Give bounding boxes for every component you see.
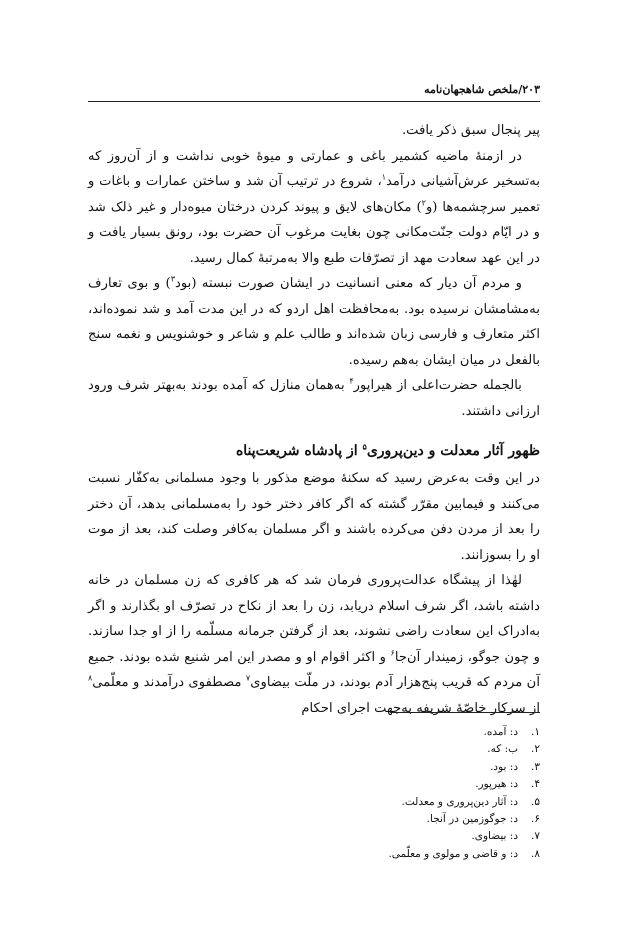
p3-text-a: و مردم آن دیار که معنی انسانیت در ایشان صورت نبسته (بود: [175, 276, 522, 291]
footnote-ref-4: ۴: [349, 376, 354, 386]
p2-text-b: ، شروع در ترتیب آن شد و ساختن عمارات و باغات و تعمیر سرچشمه‌ها (و: [88, 174, 540, 215]
paragraph-3: [88, 271, 540, 373]
footnote-text: د: و قاضی و مولوی و معلّمی.: [388, 847, 518, 860]
header-rule: [88, 101, 540, 102]
p1-text: پیر پنجال سبق ذکر یافت.: [401, 123, 540, 138]
footnote-text: د: آمده.: [483, 726, 518, 738]
paragraph-2: [88, 144, 540, 272]
footnote-number: ۲.: [531, 743, 540, 756]
footnote-item: [88, 794, 540, 811]
running-head: ۲۰۳/ملخص شاهجهان‌نامه: [424, 83, 540, 96]
footnote-ref-8: ۸: [88, 673, 93, 683]
footnote-number: ۱.: [531, 726, 540, 738]
footnote-text: د: بود.: [490, 760, 518, 773]
footnote-ref-7: ۷: [245, 673, 251, 683]
footnote-text: د: بیضاوی.: [471, 830, 518, 843]
footnote-ref-2: ۲: [421, 198, 426, 208]
footnote-number: ۷.: [531, 830, 540, 843]
footnote-text: د: جوگوزمین در آنجا.: [426, 813, 518, 826]
footnote-ref-3: ۳: [170, 274, 175, 284]
footnote-ref-5: ۵: [362, 441, 367, 452]
footnote-ref-6: ۶: [390, 648, 395, 658]
paragraph-4: [88, 373, 540, 424]
footnote-item: [88, 759, 540, 776]
p6-text-a: لهٰذا از پیشگاه عدالت‌پروری فرمان شد که هر کافری که زن مسلمان در خانه داشته باشد، اگر شرف اسلام دریابد، زن را بعد از نکاح در تصرّف او بگذارند و اگر به‌ادراک این سعادت راضی نشوند، بعد از گرفتن جرمانه مسلّمه را از او جدا سازند. و چون جوگو، زمیندار آن‌جا: [88, 573, 540, 665]
section-heading: [88, 438, 540, 464]
footnote-rule: [390, 712, 540, 713]
p5-text: در این وقت به‌عرض رسید که سکنهٔ موضع مذکور با وجود مسلمانی به‌کفّار نسبت می‌کنند و فیمابین مقرّر گشته که اگر کافر دختر خود را به‌مسلمانی بدهد، آن دختر را بعد از مردن دفن می‌کرده باشند و اگر مسلمان به‌کافر وصلت کند، بعد از موت او را بسوزانند.: [88, 471, 540, 563]
footnote-text: د: آثار دین‌پروری و معدلت.: [401, 795, 518, 808]
footnote-number: ۶.: [531, 813, 540, 826]
p2-text-c: ) مکان‌های لایق و پیوند کردن درختان میوه‌دار و غیر ذلک شد و در ایّام دولت جنّت‌مکانی چون بغایت مرغوب آن حضرت بود، رونق بسیار یافت و در این عهد سعادت مهد از تصرّفات طبع والا به‌مرتبهٔ کمال رسید.: [88, 199, 540, 266]
footnote-item: [88, 741, 540, 758]
footnote-item: [88, 846, 540, 863]
footnote-text: ب: که.: [487, 743, 518, 756]
footnotes: [88, 724, 540, 863]
p6-text-b: و اکثر اقوام او و مصدر این امر شنیع شده بودند. جمیع آن مردم که قریب پنج‌هزار آدم بودند، در ملّت بیضاوی: [88, 649, 541, 690]
main-text: [88, 118, 540, 721]
p2-text-a: در ازمنهٔ ماضیه کشمیر باغی و عمارتی و میوهٔ خوبی نداشت و از آن‌روز که به‌تسخیر عرش‌آشیانی درآمد: [88, 148, 540, 189]
footnote-number: ۴.: [531, 778, 540, 791]
heading-text-b: از پادشاه شریعت‌پناه: [235, 443, 363, 459]
paragraph-6: [88, 568, 540, 721]
footnote-number: ۳.: [531, 760, 540, 773]
footnote-item: [88, 776, 540, 793]
paragraph-5: [88, 466, 540, 568]
heading-text-a: ظهور آثار معدلت و دین‌پروری: [366, 443, 540, 459]
footnote-text: د: هیرپور.: [475, 778, 518, 791]
p6-text-c: مصطفوی درآمدند و معلّمی: [92, 675, 246, 690]
paragraph-1: [88, 118, 540, 144]
footnote-number: ۸.: [531, 847, 540, 860]
footnote-ref-1: ۱: [381, 172, 386, 182]
p6-text-d: از سرکار خاصّهٔ شریفه به‌جهت اجرای احکام: [301, 700, 540, 716]
footnote-number: ۵.: [531, 795, 540, 808]
footnote-item: [88, 828, 540, 845]
p4-text-a: بالجمله حضرت‌اعلی از هیراپور: [353, 378, 522, 393]
p3-text-b: ) و بوی تعارف به‌مشامشان نرسیده بود. به‌محافظت اهل اردو که در این مدت آمد و شد نموده‌اند، اکثر متعارف و فارسی زبان شده‌اند و طالب علم و شاعر و خوشنویس و نغمه سنج بالفعل در میان ایشان به‌هم رسیده.: [88, 276, 540, 368]
footnote-item: [88, 724, 540, 741]
footnote-item: [88, 811, 540, 828]
p4-text-b: به‌همان منازل که آمده بودند به‌بهتر شرف ورود ارزانی داشتند.: [88, 378, 540, 419]
